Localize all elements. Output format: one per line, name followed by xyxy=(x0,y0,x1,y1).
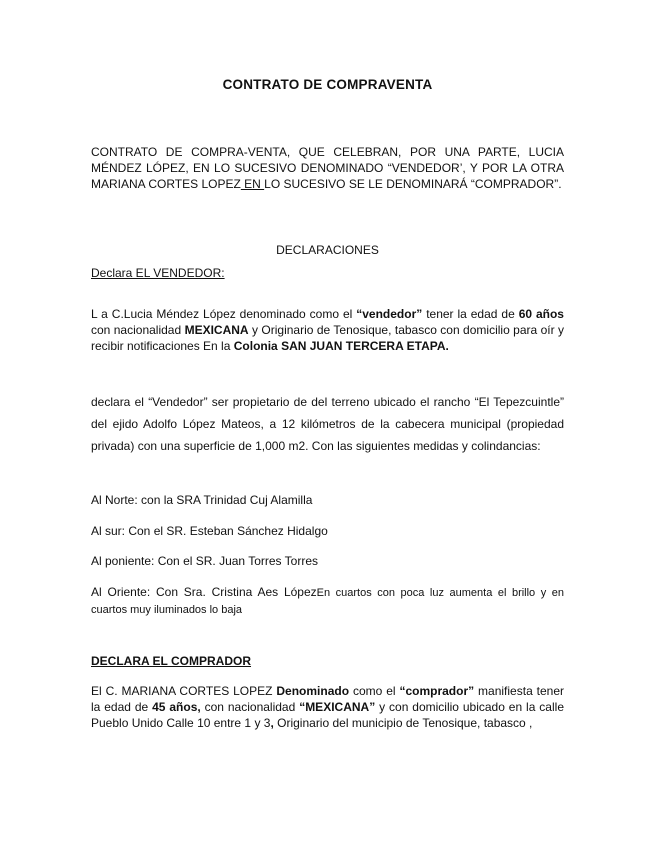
vendedor-heading: Declara EL VENDEDOR: xyxy=(91,266,225,280)
comprador-text: como el xyxy=(349,684,400,698)
comprador-text: El C. MARIANA CORTES LOPEZ xyxy=(91,684,277,698)
comprador-role: “comprador” xyxy=(399,684,475,698)
vendedor-text: tener la edad de xyxy=(422,307,519,321)
intro-paragraph xyxy=(91,144,564,192)
comprador-denominado: Denominado xyxy=(276,684,350,698)
comprador-heading: DECLARA EL COMPRADOR xyxy=(91,654,252,668)
intro-underlined-text: EN xyxy=(240,177,265,191)
vendedor-text: L a C.Lucia Méndez López denominado como el xyxy=(91,307,357,321)
vendedor-paragraph xyxy=(91,306,564,354)
intro-text-end: LO SUCESIVO SE LE DENOMINARÁ “COMPRADOR”. xyxy=(264,177,562,191)
comprador-address: y con domicilio ubicado en la calle Pueblo Unido Calle 10 entre 1 y 3 xyxy=(91,700,564,730)
vendedor-address: Colonia SAN JUAN TERCERA ETAPA. xyxy=(233,339,449,353)
declaraciones-heading: DECLARACIONES xyxy=(276,243,379,257)
vendedor-age: 60 años xyxy=(518,307,564,321)
colindancia-oriente xyxy=(91,584,564,618)
comprador-comma: , xyxy=(270,716,274,730)
document-title: CONTRATO DE COMPRAVENTA xyxy=(222,77,433,92)
vendedor-nationality: MEXICANA xyxy=(184,323,249,337)
vendedor-text: con nacionalidad xyxy=(91,323,185,337)
colindancia-norte: Al Norte: con la SRA Trinidad Cuj Alamilla xyxy=(91,493,313,507)
comprador-text: manifiesta tener la edad de xyxy=(91,684,565,714)
vendedor-text: y Originario de Tenosique, tabasco con domicilio para oír y recibir notificaciones En la xyxy=(91,323,565,353)
comprador-paragraph xyxy=(91,683,564,731)
comprador-origin: Originario del municipio de Tenosique, tabasco , xyxy=(273,716,533,730)
property-paragraph: declara el “Vendedor” ser propietario de del terreno ubicado el rancho “El Tepezcuintle” del ejido Adolfo López Mateos, a 12 kilómetros de la cabecera municipal (propiedad privada) con una superficie de 1,000 m2. Con las siguientes medidas y colindancias: xyxy=(91,395,564,453)
intro-text: CONTRATO DE COMPRA-VENTA, QUE CELEBRAN, POR UNA PARTE, LUCIA MÉNDEZ LÓPEZ, EN LO SUCESIVO DENOMINADO “VENDEDOR’, Y POR LA OTRA MARIANA CORTES LOPEZ xyxy=(91,145,564,191)
vendedor-role: “vendedor” xyxy=(356,307,423,321)
colindancia-oriente-note: En cuartos con poca luz aumenta el brillo y en cuartos muy iluminados lo baja xyxy=(91,587,564,616)
comprador-age: 45 años, xyxy=(152,700,201,714)
comprador-text: con nacionalidad xyxy=(200,700,300,714)
colindancia-poniente: Al poniente: Con el SR. Juan Torres Torres xyxy=(91,554,319,568)
colindancia-oriente-text: Al Oriente: Con Sra. Cristina Aes López xyxy=(91,585,317,599)
comprador-nationality: “MEXICANA” xyxy=(299,700,376,714)
colindancia-sur: Al sur: Con el SR. Esteban Sánchez Hidalgo xyxy=(91,524,328,538)
